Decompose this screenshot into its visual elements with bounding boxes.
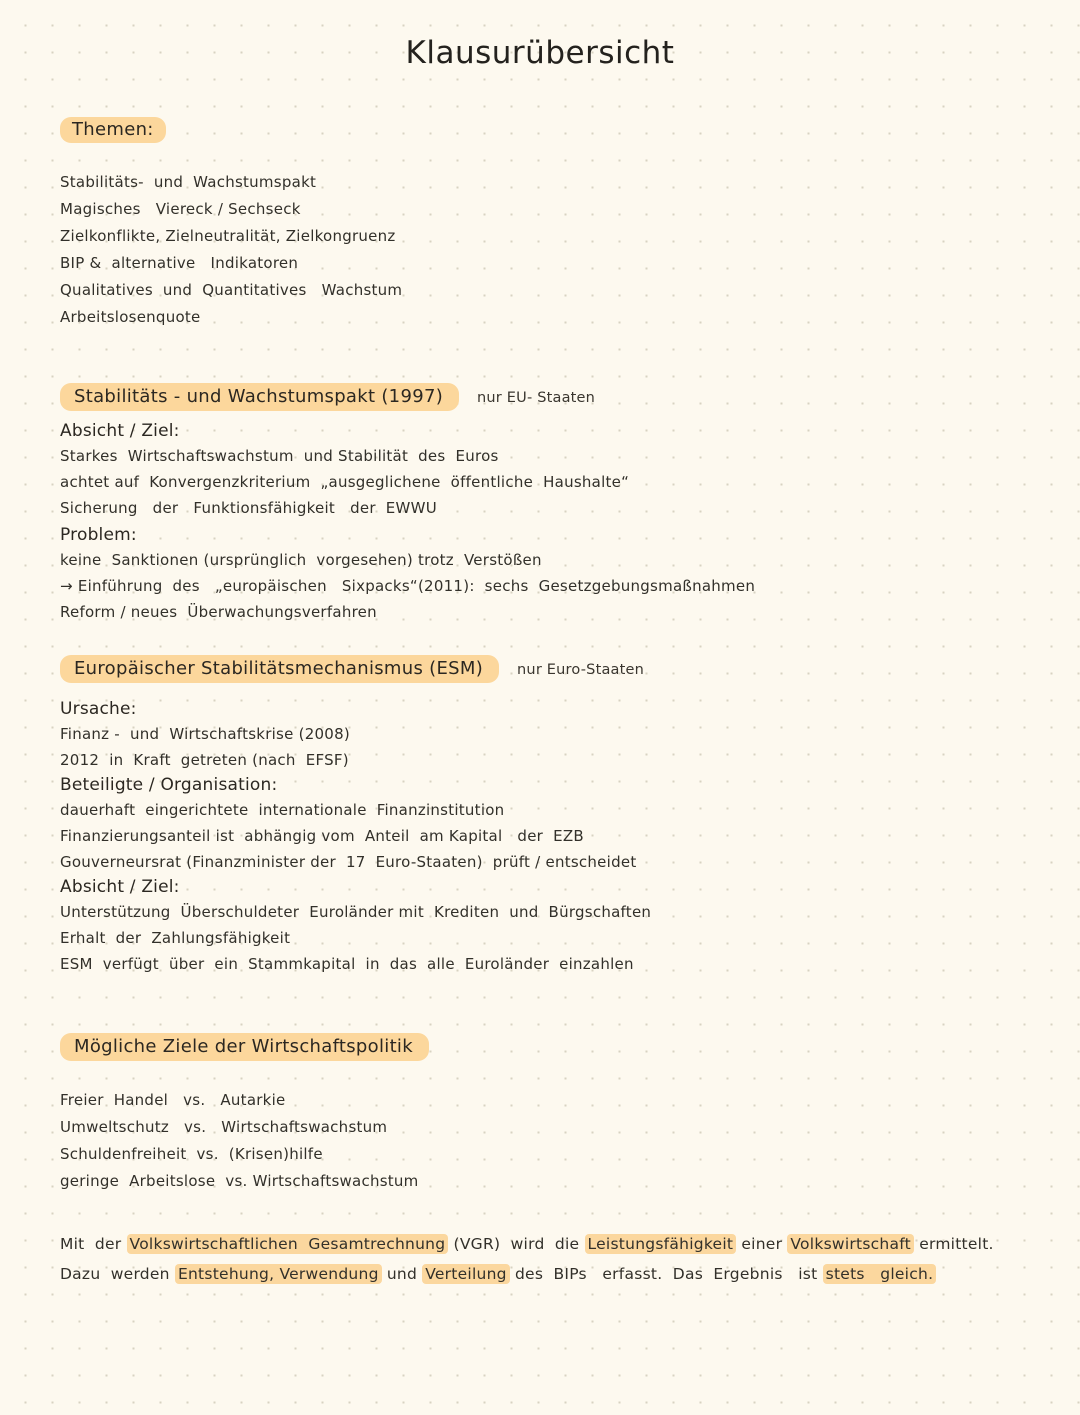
section-heading: Europäischer Stabilitätsmechanismus (ESM) bbox=[60, 655, 499, 683]
summary-text: und bbox=[381, 1264, 423, 1283]
summary-text: Dazu werden bbox=[60, 1264, 175, 1283]
body-line: keine Sanktionen (ursprünglich vorgesehen) trotz Verstößen bbox=[60, 550, 542, 569]
block-label: Absicht / Ziel: bbox=[60, 876, 180, 897]
summary-line-1 bbox=[60, 1229, 1020, 1259]
list-item: Magisches Viereck / Sechseck bbox=[60, 199, 301, 218]
list-item: Zielkonflikte, Zielneutralität, Zielkongruenz bbox=[60, 226, 396, 245]
section-note: nur EU- Staaten bbox=[477, 389, 596, 406]
list-item: Stabilitäts- und Wachstumspakt bbox=[60, 172, 317, 191]
page-title: Klausurübersicht bbox=[405, 34, 675, 71]
list-item: Qualitatives und Quantitatives Wachstum bbox=[60, 280, 403, 299]
section-heading: Stabilitäts - und Wachstumspakt (1997) bbox=[60, 383, 459, 411]
block-label: Ursache: bbox=[60, 698, 137, 719]
summary-text: Mit der bbox=[60, 1234, 127, 1253]
body-line: dauerhaft eingerichtete internationale Finanzinstitution bbox=[60, 800, 505, 819]
list-item: Schuldenfreiheit vs. (Krisen)hilfe bbox=[60, 1144, 323, 1163]
list-item: Umweltschutz vs. Wirtschaftswachstum bbox=[60, 1117, 388, 1136]
summary-highlight: Volkswirtschaft bbox=[787, 1234, 914, 1254]
topics-list bbox=[60, 169, 1020, 331]
summary-highlight: Entstehung, Verwendung bbox=[175, 1264, 382, 1284]
section-heading: Mögliche Ziele der Wirtschaftspolitik bbox=[60, 1033, 429, 1061]
topics-heading: Themen: bbox=[60, 117, 166, 143]
summary-paragraph bbox=[60, 1229, 1020, 1289]
body-line: Gouverneursrat (Finanzminister der 17 Euro-Staaten) prüft / entscheidet bbox=[60, 852, 637, 871]
section-esm bbox=[60, 655, 1020, 977]
goals-list bbox=[60, 1087, 1020, 1195]
summary-line-2 bbox=[60, 1259, 1020, 1289]
body-line: Reform / neues Überwachungsverfahren bbox=[60, 602, 377, 621]
section-stabilitaetspakt bbox=[60, 383, 1020, 625]
summary-text: ermittelt. bbox=[914, 1234, 994, 1253]
summary-highlight: Leistungsfähigkeit bbox=[585, 1234, 737, 1254]
body-line: Unterstützung Überschuldeter Euroländer mit Krediten und Bürgschaften bbox=[60, 902, 652, 921]
topics-section bbox=[60, 117, 1020, 331]
list-item: geringe Arbeitslose vs. Wirtschaftswachstum bbox=[60, 1171, 419, 1190]
body-line: Sicherung der Funktionsfähigkeit der EWWU bbox=[60, 498, 437, 517]
body-line: ESM verfügt über ein Stammkapital in das alle Euroländer einzahlen bbox=[60, 954, 634, 973]
list-item: Arbeitslosenquote bbox=[60, 307, 201, 326]
summary-text: (VGR) wird die bbox=[448, 1234, 585, 1253]
block-label: Problem: bbox=[60, 524, 137, 545]
section-note: nur Euro-Staaten bbox=[517, 661, 645, 678]
section-ziele bbox=[60, 1033, 1020, 1195]
body-line: 2012 in Kraft getreten (nach EFSF) bbox=[60, 750, 349, 769]
summary-highlight: stets gleich. bbox=[823, 1264, 937, 1284]
list-item: BIP & alternative Indikatoren bbox=[60, 253, 299, 272]
body-line: Finanz - und Wirtschaftskrise (2008) bbox=[60, 724, 350, 743]
summary-text: einer bbox=[736, 1234, 788, 1253]
notes-page bbox=[0, 21, 1080, 1415]
body-line: Finanzierungsanteil ist abhängig vom Anteil am Kapital der EZB bbox=[60, 826, 584, 845]
summary-text: des BIPs erfasst. Das Ergebnis ist bbox=[509, 1264, 823, 1283]
body-line: Starkes Wirtschaftswachstum und Stabilität des Euros bbox=[60, 446, 499, 465]
body-line: Erhalt der Zahlungsfähigkeit bbox=[60, 928, 291, 947]
list-item: Freier Handel vs. Autarkie bbox=[60, 1090, 286, 1109]
body-line: achtet auf Konvergenzkriterium „ausgeglichene öffentliche Haushalte“ bbox=[60, 472, 630, 491]
body-line: → Einführung des „europäischen Sixpacks“(2011): sechs Gesetzgebungsmaßnahmen bbox=[60, 576, 756, 595]
summary-highlight: Verteilung bbox=[422, 1264, 510, 1284]
block-label: Beteiligte / Organisation: bbox=[60, 774, 278, 795]
block-label: Absicht / Ziel: bbox=[60, 420, 180, 441]
summary-highlight: Volkswirtschaftlichen Gesamtrechnung bbox=[127, 1234, 449, 1254]
